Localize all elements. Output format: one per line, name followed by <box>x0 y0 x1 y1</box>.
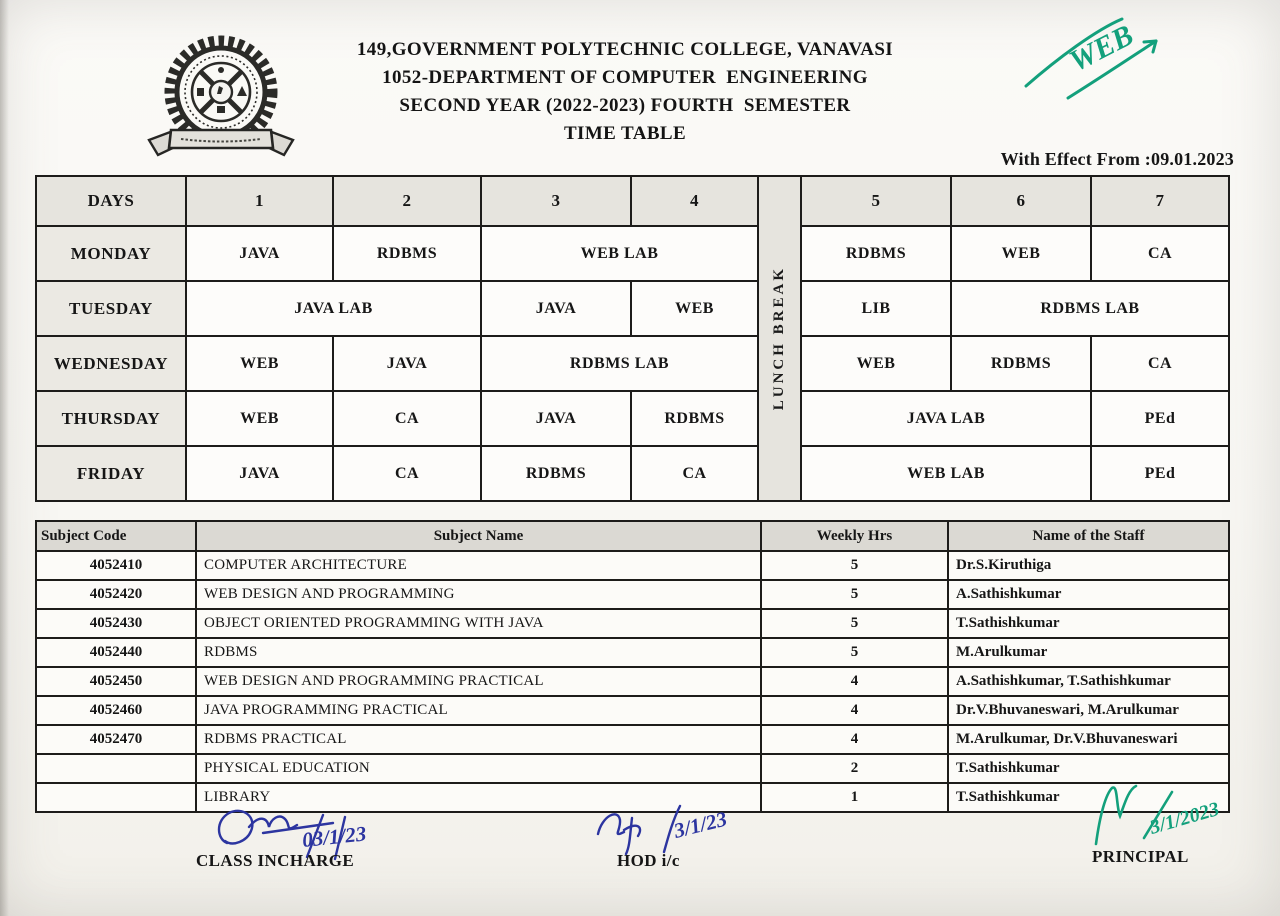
subject-name: RDBMS <box>196 638 761 667</box>
period-cell: JAVA LAB <box>186 281 481 336</box>
staff-name: A.Sathishkumar <box>948 580 1229 609</box>
period-cell: JAVA <box>481 391 631 446</box>
subject-table-header-row <box>36 521 1229 551</box>
period-cell: WEB <box>186 391 333 446</box>
staff-name: Dr.S.Kiruthiga <box>948 551 1229 580</box>
subject-name: RDBMS PRACTICAL <box>196 725 761 754</box>
period-cell: WEB <box>801 336 951 391</box>
period-header-2: 2 <box>333 176 481 226</box>
lunch-break-cell <box>758 176 801 501</box>
subject-name: JAVA PROGRAMMING PRACTICAL <box>196 696 761 725</box>
period-header-3: 3 <box>481 176 631 226</box>
principal-date: 3/1/2023 <box>1147 798 1222 839</box>
staff-name: A.Sathishkumar, T.Sathishkumar <box>948 667 1229 696</box>
period-cell: JAVA LAB <box>801 391 1091 446</box>
subject-row <box>36 580 1229 609</box>
subject-row <box>36 609 1229 638</box>
period-cell: RDBMS <box>333 226 481 281</box>
period-cell: WEB LAB <box>481 226 758 281</box>
subject-code: 4052420 <box>36 580 196 609</box>
subject-row <box>36 638 1229 667</box>
period-header-6: 6 <box>951 176 1091 226</box>
period-header-4: 4 <box>631 176 758 226</box>
subject-name: COMPUTER ARCHITECTURE <box>196 551 761 580</box>
period-cell: RDBMS <box>801 226 951 281</box>
period-cell: CA <box>333 446 481 501</box>
class-incharge-date: 03/1/23 <box>301 821 368 852</box>
hod-date: 3/1/23 <box>671 806 730 843</box>
period-header-1: 1 <box>186 176 333 226</box>
staff-name: Dr.V.Bhuvaneswari, M.Arulkumar <box>948 696 1229 725</box>
subject-name: WEB DESIGN AND PROGRAMMING <box>196 580 761 609</box>
timetable-row-thursday <box>36 391 1229 446</box>
document-title: TIME TABLE <box>563 123 687 144</box>
staff-name: M.Arulkumar, Dr.V.Bhuvaneswari <box>948 725 1229 754</box>
subject-code: 4052430 <box>36 609 196 638</box>
timetable-header-row <box>36 176 1229 226</box>
subject-row <box>36 725 1229 754</box>
period-cell: CA <box>333 391 481 446</box>
weekly-hours: 5 <box>761 638 948 667</box>
subject-code: 4052410 <box>36 551 196 580</box>
web-note-text: WEB <box>1064 18 1139 79</box>
timetable-row-tuesday <box>36 281 1229 336</box>
subject-row <box>36 754 1229 783</box>
period-cell: JAVA <box>186 446 333 501</box>
effect-from-note: With Effect From :09.01.2023 <box>1000 149 1234 169</box>
subject-row <box>36 696 1229 725</box>
weekly-hours: 4 <box>761 696 948 725</box>
period-cell: RDBMS <box>481 446 631 501</box>
college-name: 149,GOVERNMENT POLYTECHNIC COLLEGE, VANAVASI <box>356 39 894 60</box>
timetable-row-monday <box>36 226 1229 281</box>
year-semester: SECOND YEAR (2022-2023) FOURTH SEMESTER <box>399 95 851 116</box>
subject-name: OBJECT ORIENTED PROGRAMMING WITH JAVA <box>196 609 761 638</box>
weekly-hours: 2 <box>761 754 948 783</box>
subject-name: PHYSICAL EDUCATION <box>196 754 761 783</box>
weekly-hours: 5 <box>761 551 948 580</box>
period-cell: JAVA <box>481 281 631 336</box>
principal-label: PRINCIPAL <box>1092 847 1189 866</box>
subject-name-header: Subject Name <box>196 521 761 551</box>
weekly-hours: 5 <box>761 609 948 638</box>
period-cell: RDBMS <box>951 336 1091 391</box>
subject-row <box>36 551 1229 580</box>
period-cell: LIB <box>801 281 951 336</box>
weekly-hours: 5 <box>761 580 948 609</box>
staff-name: T.Sathishkumar <box>948 783 1229 812</box>
lunch-break-label: LUNCH BREAK <box>771 266 787 411</box>
subject-code: 4052450 <box>36 667 196 696</box>
staff-name: T.Sathishkumar <box>948 609 1229 638</box>
subject-code <box>36 783 196 812</box>
day-cell: THURSDAY <box>36 391 186 446</box>
period-cell: WEB <box>631 281 758 336</box>
days-header-cell: DAYS <box>36 176 186 226</box>
subject-code-header: Subject Code <box>36 521 196 551</box>
timetable-row-friday <box>36 446 1229 501</box>
subject-code <box>36 754 196 783</box>
period-cell: WEB <box>186 336 333 391</box>
subject-table <box>35 520 1230 813</box>
class-incharge-label: CLASS INCHARGE <box>196 851 355 870</box>
timetable-row-wednesday <box>36 336 1229 391</box>
subject-row <box>36 667 1229 696</box>
day-cell: TUESDAY <box>36 281 186 336</box>
period-cell: PEd <box>1091 446 1229 501</box>
staff-name: M.Arulkumar <box>948 638 1229 667</box>
subject-code: 4052470 <box>36 725 196 754</box>
period-cell: WEB <box>951 226 1091 281</box>
day-cell: FRIDAY <box>36 446 186 501</box>
subject-name: LIBRARY <box>196 783 761 812</box>
period-cell: CA <box>631 446 758 501</box>
weekly-hours: 1 <box>761 783 948 812</box>
period-cell: WEB LAB <box>801 446 1091 501</box>
period-cell: CA <box>1091 336 1229 391</box>
staff-name-header: Name of the Staff <box>948 521 1229 551</box>
subject-name: WEB DESIGN AND PROGRAMMING PRACTICAL <box>196 667 761 696</box>
principal-signature <box>1088 778 1278 854</box>
weekly-hours: 4 <box>761 667 948 696</box>
timetable <box>35 175 1230 502</box>
period-cell: PEd <box>1091 391 1229 446</box>
period-cell: RDBMS <box>631 391 758 446</box>
subject-code: 4052460 <box>36 696 196 725</box>
weekly-hrs-header: Weekly Hrs <box>761 521 948 551</box>
period-header-7: 7 <box>1091 176 1229 226</box>
period-cell: JAVA <box>186 226 333 281</box>
day-cell: MONDAY <box>36 226 186 281</box>
hod-label: HOD i/c <box>617 851 680 870</box>
weekly-hours: 4 <box>761 725 948 754</box>
handwritten-web-annotation <box>1018 10 1208 110</box>
period-cell: RDBMS LAB <box>481 336 758 391</box>
period-header-5: 5 <box>801 176 951 226</box>
period-cell: RDBMS LAB <box>951 281 1229 336</box>
day-cell: WEDNESDAY <box>36 336 186 391</box>
period-cell: JAVA <box>333 336 481 391</box>
period-cell: CA <box>1091 226 1229 281</box>
department-name: 1052-DEPARTMENT OF COMPUTER ENGINEERING <box>382 67 868 88</box>
staff-name: T.Sathishkumar <box>948 754 1229 783</box>
subject-code: 4052440 <box>36 638 196 667</box>
